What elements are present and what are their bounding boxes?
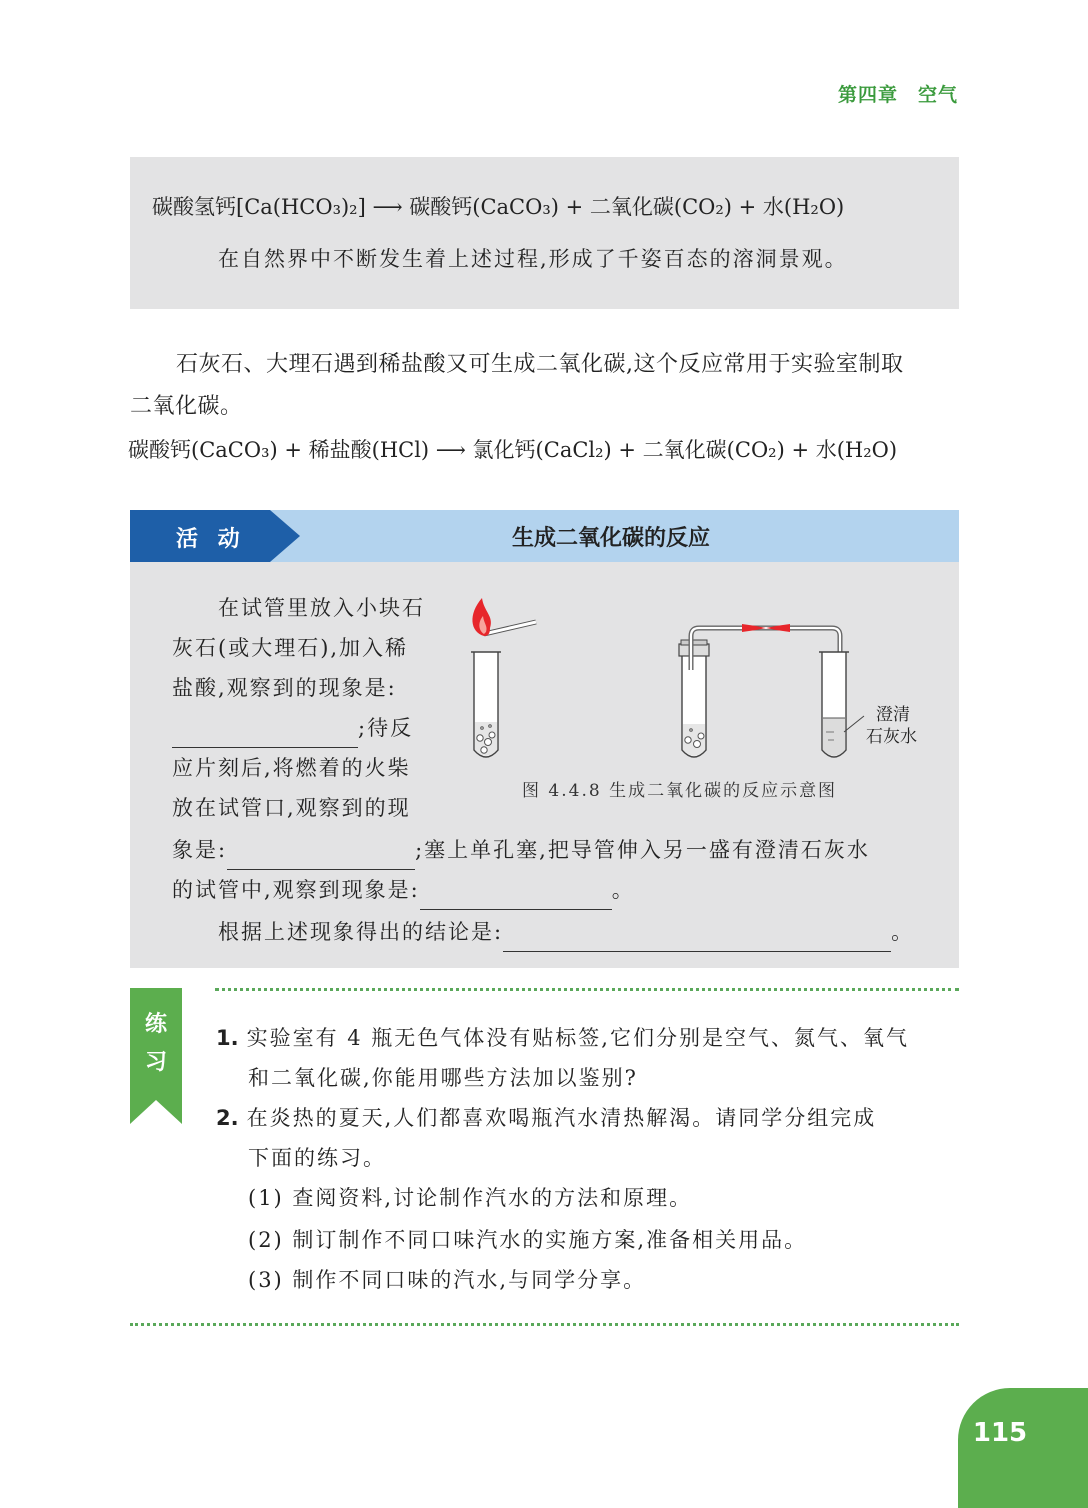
- activity-line: 盐酸,观察到的现象是:: [172, 676, 397, 700]
- activity-line: ;待反: [172, 708, 413, 748]
- answer-blank-4[interactable]: [503, 927, 891, 952]
- exercise-item-2: 2. 在炎热的夏天,人们都喜欢喝瓶汽水清热解渴。请同学分组完成: [216, 1106, 877, 1130]
- delivery-tube-icon: [691, 624, 840, 748]
- exercise-item-1-cont: 和二氧化碳,你能用哪些方法加以鉴别?: [248, 1066, 638, 1090]
- paragraph-line-2: 二氧化碳。: [130, 394, 243, 419]
- exercise-tag: 练习: [144, 1012, 167, 1075]
- activity-line: 根据上述现象得出的结论是: 。: [218, 912, 914, 952]
- figure-caption: 图 4.4.8 生成二氧化碳的反应示意图: [522, 781, 838, 801]
- exercise-subitem: (3) 制作不同口味的汽水,与同学分享。: [248, 1268, 647, 1292]
- info-note: 在自然界中不断发生着上述过程,形成了千姿百态的溶洞景观。: [218, 247, 848, 271]
- activity-line: 放在试管口,观察到的现: [172, 796, 411, 820]
- test-tube-left-icon: [471, 652, 501, 757]
- test-tube-middle-icon: [679, 640, 709, 757]
- page-number-tab: [958, 1388, 1088, 1508]
- chapter-header: [838, 80, 958, 107]
- answer-blank-2[interactable]: [227, 845, 415, 870]
- activity-line: 象是: ;塞上单孔塞,把导管伸入另一盛有澄清石灰水: [172, 830, 870, 870]
- activity-line: 灰石(或大理石),加入稀: [172, 636, 409, 660]
- activity-line: 在试管里放入小块石: [218, 596, 425, 620]
- exercise-item-2-cont: 下面的练习。: [248, 1146, 386, 1170]
- activity-line: 应片刻后,将燃着的火柴: [172, 756, 411, 780]
- exercise-item-1: 1. 实验室有 4 瓶无色气体没有贴标签,它们分别是空气、氮气、氧气: [216, 1026, 909, 1050]
- body-paragraph: [130, 344, 960, 428]
- figure-label-limewater: 石灰水: [866, 727, 917, 747]
- test-tube-right-icon: [819, 652, 864, 757]
- page-number: 115: [972, 1418, 1028, 1448]
- burning-match-icon: [472, 598, 536, 636]
- exercise-divider-top: [215, 988, 959, 991]
- activity-title: 生成二氧化碳的反应: [512, 526, 711, 551]
- reaction-equation: 碳酸钙(CaCO₃) + 稀盐酸(HCl) ⟶ 氯化钙(CaCl₂) + 二氧化碳(CO₂) + 水(H₂O): [128, 438, 898, 462]
- chapter-number: 第四章: [837, 84, 898, 106]
- figure-label-clear: 澄清: [876, 705, 910, 725]
- info-equation: 碳酸氢钙[Ca(HCO₃)₂] ⟶ 碳酸钙(CaCO₃) + 二氧化碳(CO₂) + 水(H₂O): [152, 195, 845, 219]
- answer-blank-3[interactable]: [420, 885, 612, 910]
- exercise-divider-bottom: [130, 1323, 959, 1326]
- info-box: [130, 157, 959, 309]
- exercise-subitem: (1) 查阅资料,讨论制作汽水的方法和原理。: [248, 1186, 693, 1210]
- chapter-title: 空气: [917, 84, 958, 106]
- activity-tag: 活 动: [176, 527, 246, 552]
- activity-line: 的试管中,观察到现象是: 。: [172, 870, 635, 910]
- answer-blank-1[interactable]: [172, 723, 358, 748]
- exercise-subitem: (2) 制订制作不同口味汽水的实施方案,准备相关用品。: [248, 1228, 808, 1252]
- paragraph-line-1: 石灰石、大理石遇到稀盐酸又可生成二氧化碳,这个反应常用于实验室制取: [176, 352, 904, 377]
